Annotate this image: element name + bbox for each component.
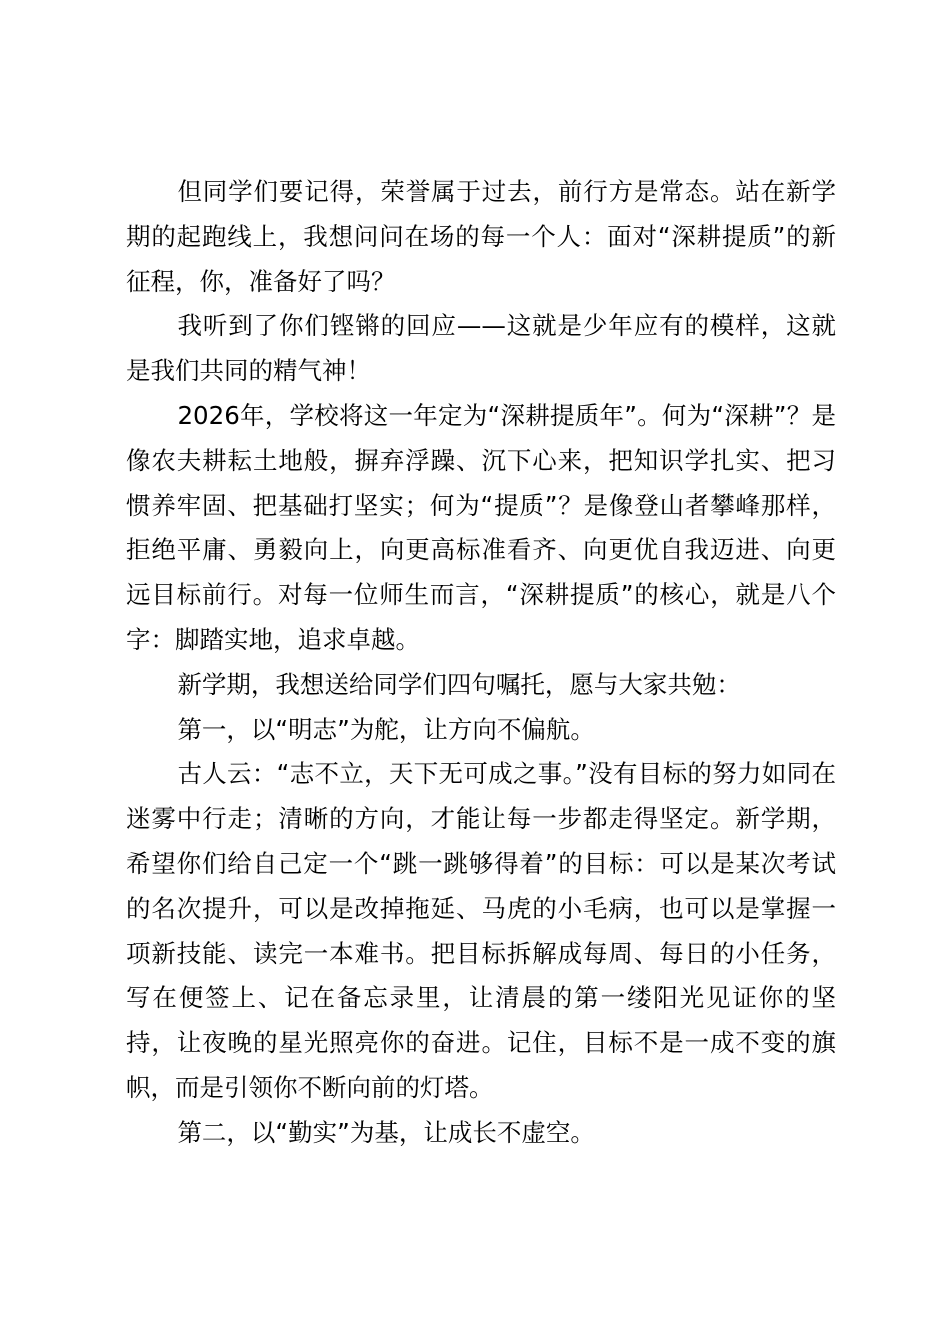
paragraph-four-wishes-intro: 新学期，我想送给同学们四句嘱托，愿与大家共勉： xyxy=(177,669,741,699)
paragraph-year-theme: 2026年，学校将这一年定为“深耕提质年”。何为“深耕”？是像农夫耕耘土地般，摒弃浮躁、沉下心来，把知识学扎实、把习惯养牢固、把基础打坚实；何为“提质”？是像登山者攀峰那样，拒绝平庸、勇毅向上，向更高标准看齐、向更优自我迈进、向更远目标前行。对每一位师生而言，“深耕提质”的核心，就是八个字：脚踏实地，追求卓越。 xyxy=(126,400,836,654)
paragraph-honor-and-readiness: 但同学们要记得，荣誉属于过去，前行方是常态。站在新学期的起跑线上，我想问问在场的每一个人：面对“深耕提质”的新征程，你，准备好了吗？ xyxy=(126,177,836,296)
paragraph-first-wish-body: 古人云：“志不立，天下无可成之事。”没有目标的努力如同在迷雾中行走；清晰的方向，才能让每一步都走得坚定。新学期，希望你们给自己定一个“跳一跳够得着”的目标：可以是某次考试的名次提升，可以是改掉拖延、马虎的小毛病，也可以是掌握一项新技能、读完一本难书。把目标拆解成每周、每日的小任务，写在便签上、记在备忘录里，让清晨的第一缕阳光见证你的坚持，让夜晚的星光照亮你的奋进。记住，目标不是一成不变的旗帜，而是引领你不断向前的灯塔。 xyxy=(126,759,836,1102)
paragraph-second-wish-heading: 第二，以“勤实”为基，让成长不虚空。 xyxy=(177,1117,595,1147)
document-body xyxy=(126,170,836,1156)
paragraph-first-wish-heading: 第一，以“明志”为舵，让方向不偏航。 xyxy=(177,714,595,744)
paragraph-response: 我听到了你们铿锵的回应——这就是少年应有的模样，这就是我们共同的精气神！ xyxy=(126,311,836,386)
